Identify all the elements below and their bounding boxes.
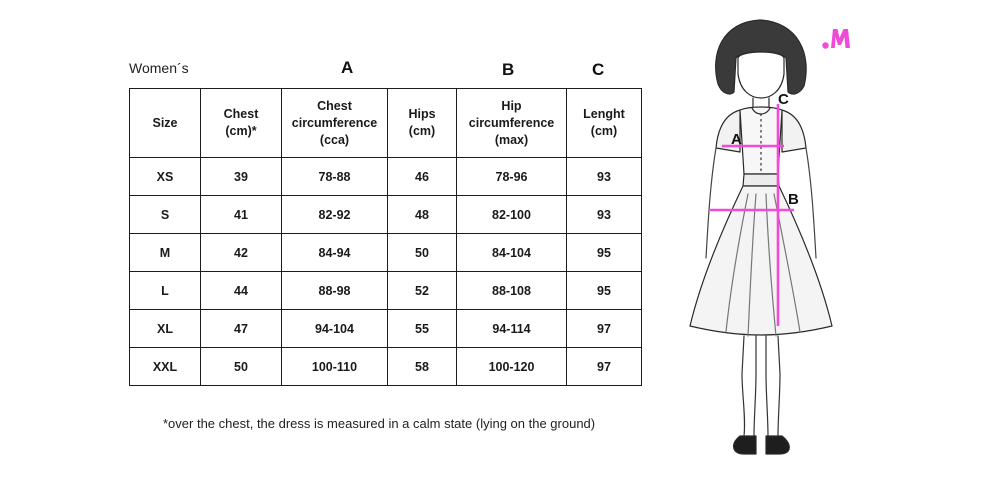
column-letter-a: A: [341, 58, 354, 77]
header-hips: Hips (cm): [388, 89, 457, 158]
cell-hips: 46: [388, 158, 457, 196]
cell-chest: 42: [201, 234, 282, 272]
header-length: Lenght (cm): [567, 89, 642, 158]
cell-hips: 48: [388, 196, 457, 234]
cell-chest-circumference: 82-92: [282, 196, 388, 234]
cell-chest-circumference: 88-98: [282, 272, 388, 310]
size-chart-table: [129, 88, 642, 386]
measure-label-b: B: [788, 191, 799, 208]
section-title: Women´s: [129, 60, 189, 76]
cell-hip-circumference: 88-108: [457, 272, 567, 310]
cell-chest-circumference: 100-110: [282, 348, 388, 386]
column-letter-b: B: [502, 60, 515, 79]
cell-size: L: [130, 272, 201, 310]
cell-chest-circumference: 94-104: [282, 310, 388, 348]
cell-chest: 39: [201, 158, 282, 196]
cell-chest-circumference: 78-88: [282, 158, 388, 196]
cell-length: 93: [567, 196, 642, 234]
cell-length: 95: [567, 272, 642, 310]
cell-size: M: [130, 234, 201, 272]
measure-label-a: A: [731, 131, 742, 148]
table-row: [130, 196, 642, 234]
cell-chest-circumference: 84-94: [282, 234, 388, 272]
cell-hip-circumference: 78-96: [457, 158, 567, 196]
cell-hips: 58: [388, 348, 457, 386]
measure-label-c: C: [778, 91, 789, 108]
header-size: Size: [130, 89, 201, 158]
cell-hip-circumference: 84-104: [457, 234, 567, 272]
cell-size: S: [130, 196, 201, 234]
cell-chest: 44: [201, 272, 282, 310]
cell-size: XS: [130, 158, 201, 196]
footnote: *over the chest, the dress is measured in a calm state (lying on the ground): [163, 416, 596, 431]
cell-chest: 41: [201, 196, 282, 234]
cell-hip-circumference: 94-114: [457, 310, 567, 348]
cell-hips: 52: [388, 272, 457, 310]
cell-size: XL: [130, 310, 201, 348]
cell-hip-circumference: 100-120: [457, 348, 567, 386]
table-row: [130, 158, 642, 196]
column-letter-c: C: [592, 60, 605, 79]
header-chest: Chest (cm)*: [201, 89, 282, 158]
cell-length: 93: [567, 158, 642, 196]
table-row: [130, 310, 642, 348]
cell-hip-circumference: 82-100: [457, 196, 567, 234]
table-row: [130, 234, 642, 272]
header-hip-circumference: Hip circumference (max): [457, 89, 567, 158]
header-chest-circumference: Chest circumference (cca): [282, 89, 388, 158]
cell-length: 95: [567, 234, 642, 272]
dress-figure-illustration: [660, 14, 870, 476]
cell-size: XXL: [130, 348, 201, 386]
cell-hips: 50: [388, 234, 457, 272]
table-row: [130, 348, 642, 386]
table-row: [130, 272, 642, 310]
cell-length: 97: [567, 348, 642, 386]
cell-length: 97: [567, 310, 642, 348]
cell-chest: 47: [201, 310, 282, 348]
cell-chest: 50: [201, 348, 282, 386]
cell-hips: 55: [388, 310, 457, 348]
table-header-row: [130, 89, 642, 158]
